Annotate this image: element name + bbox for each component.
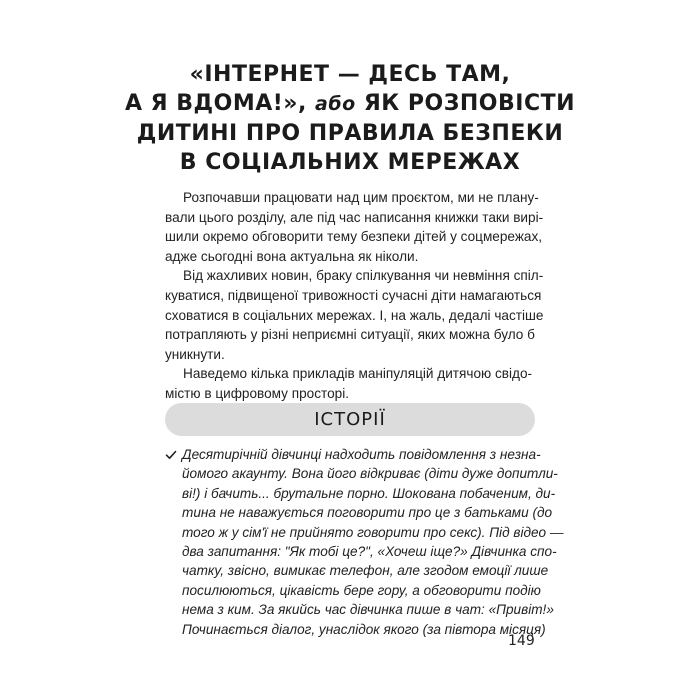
text-line: нема з ким. За якийсь час дівчинка пише в чат: «Привіт!» — [182, 602, 554, 618]
text-line: вали цього розділу, але під час написання книжки таки вирі- — [165, 209, 544, 225]
text-line: посилюються, цікавість бере гору, а обговорити подію — [182, 582, 541, 598]
page-number: 149 — [508, 633, 535, 649]
heading-line: ДИТИНІ ПРО ПРАВИЛА БЕЗПЕКИ — [136, 121, 564, 146]
text-line: йомого акаунту. Вона його відкриває (діти дуже допитли- — [182, 466, 558, 482]
text-line: сховатися в соціальних мережах. І, на жаль, дедалі частіше — [165, 307, 544, 323]
text-line: чатку, звісно, вимикає телефон, але згодом емоції лише — [182, 563, 549, 579]
text-line: Десятирічній дівчинці надходить повідомлення з незна- — [182, 447, 541, 462]
intro-text — [165, 188, 544, 404]
heading-line: В СОЦІАЛЬНИХ МЕРЕЖАХ — [179, 150, 521, 175]
heading-fragment: А Я ВДОМА!», — [124, 91, 307, 116]
text-line: два запитання: "Як тобі це?", «Хочеш іще?» Дівчинка спо- — [182, 544, 557, 560]
text-line: того ж у сім'ї не прийнято говорити про секс). Під відео — — [182, 524, 564, 540]
text-line: Наведемо кілька прикладів маніпуляцій дитячою свідо- — [183, 366, 533, 382]
paragraph — [165, 188, 544, 266]
section-banner — [165, 403, 535, 436]
paragraph — [165, 364, 535, 403]
heading-fragment: ЯК РОЗПОВІСТИ — [363, 91, 576, 116]
paragraph — [165, 266, 544, 364]
text-line: тина не наважується поговорити про це з батьками (до — [182, 505, 553, 521]
text-line: Від жахливих новин, браку спілкування чи невміння спіл- — [183, 268, 544, 284]
chapter-heading — [120, 60, 580, 177]
text-line: потрапляють у різні неприємні ситуації, яких можна було б — [165, 327, 535, 343]
section-title: ІСТОРІЇ — [314, 409, 386, 430]
heading-fragment: або — [315, 93, 356, 115]
text-line: Розпочавши працювати над цим проєктом, ми не плану- — [183, 190, 539, 205]
heading-line: «ІНТЕРНЕТ — ДЕСЬ ТАМ, — [189, 62, 511, 87]
text-line: адже сьогодні вона актуальна як ніколи. — [165, 248, 419, 264]
text-line: ві!) і бачить... брутальне порно. Шокована побаченим, ди- — [182, 485, 556, 501]
check-icon — [165, 449, 177, 461]
text-line: куватися, підвищеної тривожності сучасні діти намагаються — [165, 287, 542, 303]
text-line: Починається діалог, унаслідок якого (за півтора місяця) — [182, 621, 546, 637]
story-text — [165, 445, 564, 639]
heading-line — [120, 89, 580, 119]
text-line: уникнути. — [165, 346, 225, 362]
text-line: шили окремо обговорити тему безпеки дітей у соцмережах, — [165, 229, 543, 245]
text-line: містю в цифровому просторі. — [165, 385, 350, 401]
